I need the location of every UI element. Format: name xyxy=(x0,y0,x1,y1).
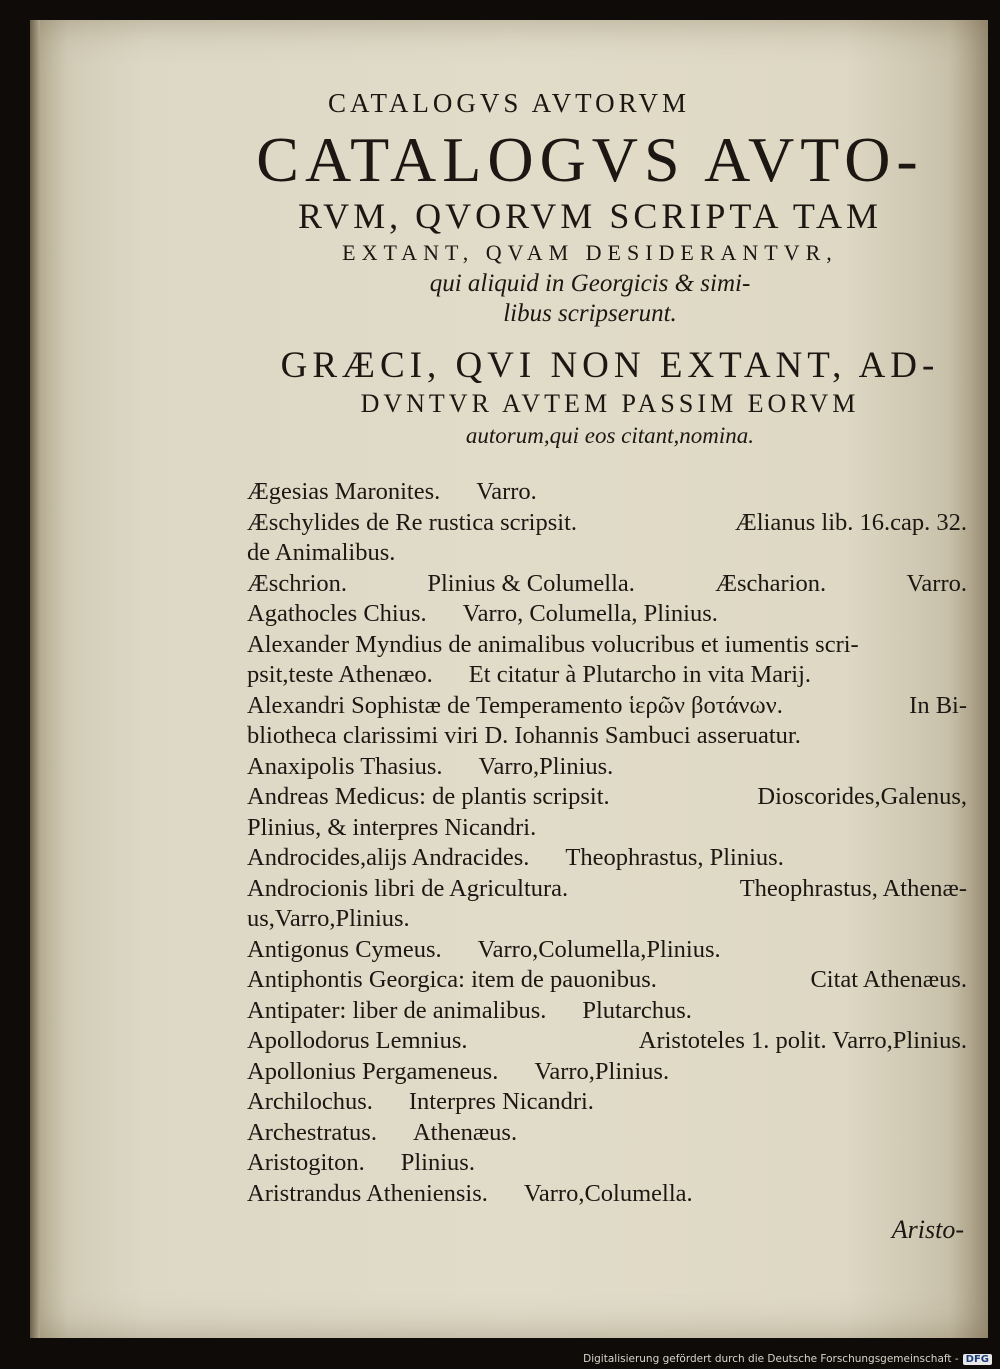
entry-part: Varro,Plinius. xyxy=(534,1057,670,1085)
entry-part: Plinius. xyxy=(400,1149,475,1176)
list-item xyxy=(247,538,967,569)
entry-part: Ælianus lib. 16.cap. 32. xyxy=(734,508,967,536)
list-item xyxy=(247,599,967,630)
entry-part: Antiphontis Georgica: item de pauonibus. xyxy=(247,966,657,993)
list-item xyxy=(247,508,967,539)
list-item xyxy=(247,996,967,1027)
entry-part: de Animalibus. xyxy=(247,539,396,566)
list-item xyxy=(247,660,967,691)
list-item xyxy=(247,1057,967,1088)
page-gutter xyxy=(30,20,40,1338)
list-item xyxy=(247,782,967,813)
entry-part: Interpres Nicandri. xyxy=(408,1088,594,1115)
entry-part: Archilochus. xyxy=(247,1088,373,1115)
entry-part: Athenæus. xyxy=(412,1118,518,1146)
entry-part: Andreas Medicus: de plantis scripsit. xyxy=(247,783,610,810)
catchword: Aristo- xyxy=(891,1215,964,1244)
section-heading-line-3: autorum,qui eos citant,nomina. xyxy=(465,423,755,448)
entry-part: Aristrandus Atheniensis. xyxy=(247,1179,488,1207)
entry-part: Varro,Plinius. xyxy=(478,752,614,780)
entry-part: Antigonus Cymeus. xyxy=(247,935,442,963)
title-line-3: EXTANT, QVAM DESIDERANTVR, xyxy=(342,240,838,265)
entry-part: Varro,Columella. xyxy=(523,1179,693,1207)
entry-part: Aristogiton. xyxy=(247,1149,365,1176)
book-page xyxy=(30,20,988,1338)
entry-part: Et citatur à Plutarcho in vita Marij. xyxy=(468,661,812,688)
list-item xyxy=(247,721,967,752)
title-line-2: RVM, QVORVM SCRIPTA TAM xyxy=(298,196,882,236)
entry-part: Androcides,alijs Andracides. xyxy=(247,844,530,871)
entry-part: Plinius, & interpres Nicandri. xyxy=(247,813,537,841)
entry-part: Archestratus. xyxy=(247,1118,377,1146)
entry-part: Æscharion. xyxy=(715,569,827,597)
list-item xyxy=(247,843,967,874)
entry-part: Aristoteles 1. polit. Varro,Plinius. xyxy=(638,1027,967,1054)
footer xyxy=(583,1353,992,1365)
title-line-4: qui aliquid in Georgicis & simi- xyxy=(429,270,751,297)
entry-part: Anaxipolis Thasius. xyxy=(247,752,443,780)
list-item xyxy=(247,874,967,905)
list-item xyxy=(247,630,967,661)
entry-part: Alexandri Sophistæ de Temperamento ἱερῶν βοτάνων. xyxy=(247,691,783,719)
entry-part: Ægesias Maronites. xyxy=(247,478,441,505)
entry-part: Alexander Myndius de animalibus volucribus et iumentis scri- xyxy=(247,630,859,658)
list-item xyxy=(247,813,967,844)
entry-part: Æschylides de Re rustica scripsit. xyxy=(247,508,578,536)
entry-part: Theophrastus, Plinius. xyxy=(565,844,784,871)
list-item xyxy=(247,904,967,935)
entry-part: us,Varro,Plinius. xyxy=(247,905,410,932)
entry-part: Varro,Columella,Plinius. xyxy=(477,935,721,963)
entry-part: Dioscorides,Galenus, xyxy=(757,783,967,810)
list-item xyxy=(247,935,967,966)
list-item xyxy=(247,965,967,996)
entry-part: Theophrastus, Athenæ- xyxy=(739,874,967,902)
entry-part: Antipater: liber de animalibus. xyxy=(247,996,547,1024)
list-item xyxy=(247,1118,967,1149)
dfg-logo: DFG xyxy=(963,1354,992,1365)
title-line-1: CATALOGVS AVTO- xyxy=(256,124,924,195)
entry-part: In Bi- xyxy=(909,691,967,719)
section-heading-line-1: GRÆCI, QVI NON EXTANT, AD- xyxy=(280,345,940,386)
title-line-5: libus scripserunt. xyxy=(503,300,677,327)
list-item xyxy=(247,569,967,600)
running-head: CATALOGVS AVTORVM xyxy=(328,88,690,118)
section-heading xyxy=(250,345,970,451)
list-item xyxy=(247,1179,967,1210)
entry-part: Plinius & Columella. xyxy=(427,569,635,597)
author-list xyxy=(247,477,967,1209)
list-item xyxy=(247,1087,967,1118)
title-block xyxy=(230,125,950,329)
entry-part: Apollodorus Lemnius. xyxy=(247,1027,468,1054)
entry-part: psit,teste Athenæo. xyxy=(247,661,433,688)
entry-part: Varro. xyxy=(476,478,537,505)
section-heading-line-2: DVNTVR AVTEM PASSIM EORVM xyxy=(360,389,860,418)
list-item xyxy=(247,1026,967,1057)
entry-part: Androcionis libri de Agricultura. xyxy=(247,874,569,902)
entry-part: Plutarchus. xyxy=(582,996,692,1024)
entry-part: Varro, Columella, Plinius. xyxy=(462,600,718,627)
entry-part: Æschrion. xyxy=(247,569,348,597)
entry-part: Agathocles Chius. xyxy=(247,600,427,627)
list-item xyxy=(247,477,967,508)
list-item xyxy=(247,691,967,722)
entry-part: Apollonius Pergameneus. xyxy=(247,1057,499,1085)
entry-part: bliotheca clarissimi viri D. Iohannis Sambuci asseruatur. xyxy=(247,722,801,749)
footer-text: Digitalisierung gefördert durch die Deutsche Forschungsgemeinschaft - xyxy=(583,1353,959,1365)
list-item xyxy=(247,752,967,783)
list-item xyxy=(247,1148,967,1179)
entry-part: Citat Athenæus. xyxy=(810,966,967,993)
entry-part: Varro. xyxy=(906,569,967,597)
